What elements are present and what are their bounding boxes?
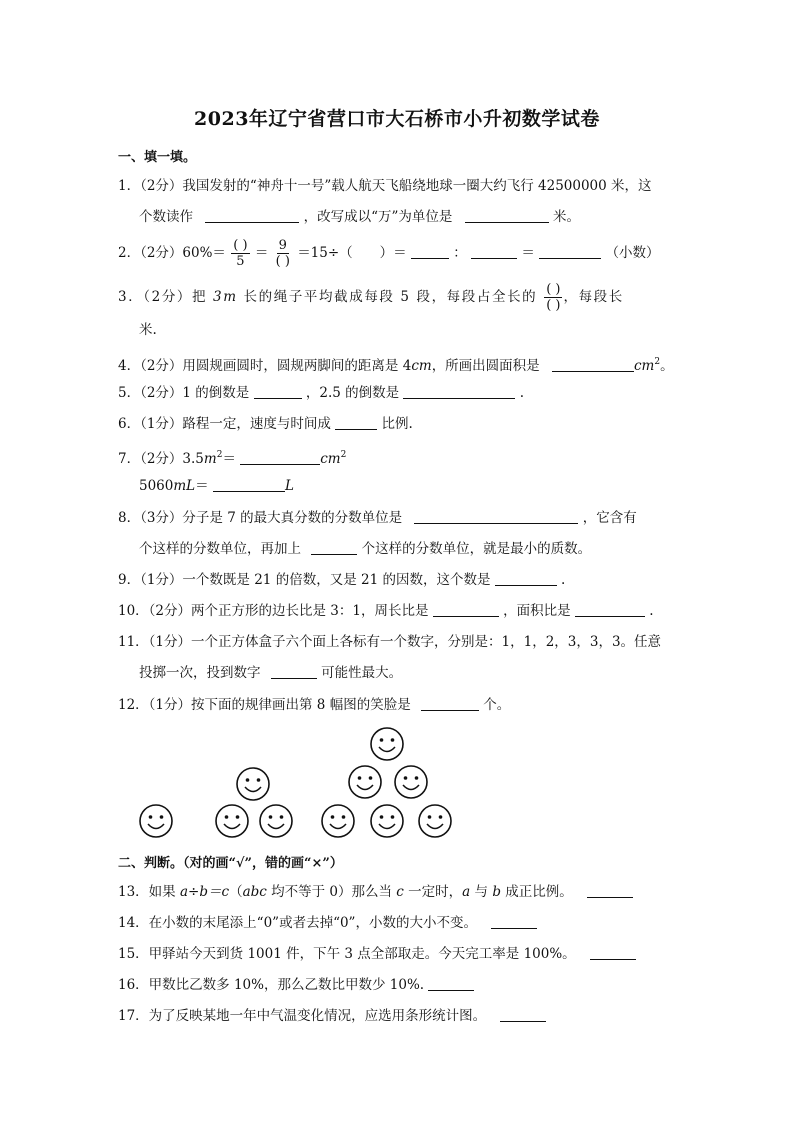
answer-blank[interactable] xyxy=(587,883,633,898)
question-13: 13．如果 a÷b＝c（abc 均不等于 0）那么当 c 一定时，a 与 b 成正比例。 xyxy=(118,882,633,902)
question-1-line1: 1．（2分）我国发射的“神舟十一号”载人航天飞船绕地球一圈大约飞行 42500000 米，这 xyxy=(118,178,652,194)
answer-blank[interactable] xyxy=(539,244,601,259)
question-11-line1: 11．（1分）一个正方体盒子六个面上各标有一个数字，分别是：1，1，2，3，3，3。任意 xyxy=(118,634,662,650)
question-2: 2．（2分）60%＝ $\frac{( )}{5}$ ＝ $\frac{9}{( )}$ ＝15÷（ ）＝ ： ＝ （小数） xyxy=(118,238,660,269)
question-3-line1: 3．（2分）把 3m 长的绳子平均截成每段 5 段，每段占全长的 $\frac{( )}{( )}$ ，每段长 xyxy=(118,282,624,313)
smiley-face-icon xyxy=(260,805,292,837)
figure-1 xyxy=(140,805,172,837)
answer-blank[interactable] xyxy=(403,384,515,399)
question-7-line2: 5060mL＝ L xyxy=(139,478,294,494)
question-4: 4．（2分）用圆规画圆时，圆规两脚间的距离是 4cm，所画出圆面积是 $cm^2$。 xyxy=(118,357,674,374)
question-9: 9．（1分）一个数既是 21 的倍数，又是 21 的因数，这个数是 . xyxy=(118,572,566,588)
question-6: 6．（1分）路程一定，速度与时间成 比例. xyxy=(118,416,413,432)
answer-blank[interactable] xyxy=(575,602,645,617)
question-8-line2: 个这样的分数单位，再加上 个这样的分数单位，就是最小的质数。 xyxy=(139,541,592,557)
smiley-face-icon xyxy=(371,728,403,760)
smiley-face-icon xyxy=(322,805,354,837)
question-15: 15．甲驿站今天到货 1001 件，下午 3 点全部取走。今天完工率是 100%。 xyxy=(118,944,636,964)
question-10: 10．（2分）两个正方形的边长比是 3：1，周长比是 ，面积比是 . xyxy=(118,603,654,619)
answer-blank[interactable] xyxy=(421,696,479,711)
smiley-face-icon xyxy=(371,805,403,837)
answer-blank[interactable] xyxy=(414,509,578,524)
answer-blank[interactable] xyxy=(311,540,357,555)
answer-blank[interactable] xyxy=(433,602,499,617)
smiley-face-icon xyxy=(237,768,269,800)
smiley-face-icon xyxy=(395,766,427,798)
question-3-line2: 米. xyxy=(139,322,157,338)
answer-blank[interactable] xyxy=(465,208,549,223)
fraction: $\frac{( )}{( )}$ xyxy=(546,282,561,313)
answer-blank[interactable] xyxy=(213,477,285,492)
section-fill-in: 一、填一填。 xyxy=(118,150,197,165)
smiley-face-icon xyxy=(349,766,381,798)
answer-blank[interactable] xyxy=(491,914,537,929)
answer-blank[interactable] xyxy=(335,415,377,430)
question-12: 12．（1分）按下面的规律画出第 8 幅图的笑脸是 个。 xyxy=(118,697,511,713)
question-14: 14．在小数的末尾添上“0”或者去掉“0”，小数的大小不变。 xyxy=(118,913,537,933)
question-8-line1: 8．（3分）分子是 7 的最大真分数的分数单位是 ，它含有 xyxy=(118,510,637,526)
fraction: $\frac{9}{( )}$ xyxy=(275,238,290,269)
question-16: 16．甲数比乙数多 10%，那么乙数比甲数少 10%. xyxy=(118,975,474,995)
smiley-face-icon xyxy=(216,805,248,837)
answer-blank[interactable] xyxy=(271,664,317,679)
answer-blank[interactable] xyxy=(590,945,636,960)
answer-blank[interactable] xyxy=(495,571,557,586)
smiley-face-icon xyxy=(419,805,451,837)
answer-blank[interactable] xyxy=(552,357,634,372)
figure-2 xyxy=(216,768,292,837)
question-1-line2: 个数读作 ，改写成以“万”为单位是 米。 xyxy=(139,209,580,225)
answer-blank[interactable] xyxy=(471,244,517,259)
answer-blank[interactable] xyxy=(254,384,302,399)
fraction: $\frac{( )}{5}$ xyxy=(233,238,248,269)
smiley-face-icon xyxy=(140,805,172,837)
section-true-false: 二、判断。（对的画“√”，错的画“×”） xyxy=(118,856,343,871)
answer-blank[interactable] xyxy=(428,976,474,991)
question-17: 17．为了反映某地一年中气温变化情况，应选用条形统计图。 xyxy=(118,1006,546,1026)
page-title: 2023年辽宁省营口市大石桥市小升初数学试卷 xyxy=(194,108,600,130)
answer-blank[interactable] xyxy=(240,450,320,465)
figure-3 xyxy=(322,728,451,837)
question-7-line1: 7．（2分）$3.5m^2= cm^2$ xyxy=(118,450,347,467)
answer-blank[interactable] xyxy=(500,1007,546,1022)
question-5: 5．（2分）1 的倒数是 ，2.5 的倒数是 . xyxy=(118,385,525,401)
answer-blank[interactable] xyxy=(411,244,449,259)
answer-blank[interactable] xyxy=(205,208,299,223)
smiley-faces-pattern-figure xyxy=(130,722,470,842)
question-11-line2: 投掷一次，投到数字 可能性最大。 xyxy=(139,665,403,681)
